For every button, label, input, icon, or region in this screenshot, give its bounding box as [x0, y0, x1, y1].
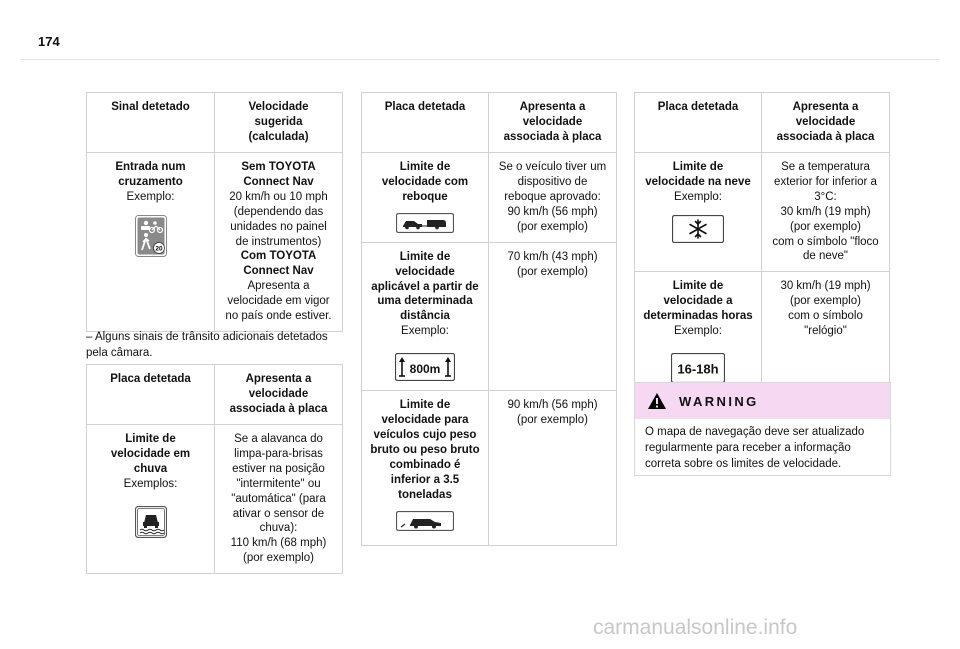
speed-limit-value: 20: [154, 245, 163, 253]
sign-cell: [362, 391, 489, 546]
column-header: Sinal detetado: [87, 93, 215, 153]
speed-cell: [215, 152, 343, 331]
warning-title: WARNING: [679, 393, 759, 409]
speed-cell: 70 km/h (43 mph) (por exemplo): [489, 242, 617, 391]
speed-cell: 30 km/h (19 mph) (por exemplo) com o símbolo "relógio": [762, 272, 890, 396]
warning-text: O mapa de navegação deve ser atualizado regularmente para receber a informação correta sobre os limites de velocidade.: [645, 426, 865, 471]
sign-example-label: Exemplo:: [674, 325, 722, 338]
column-header: Apresenta a velocidade associada à placa: [489, 93, 617, 153]
speed-line: 20 km/h ou 10 mph (dependendo das unidades no painel de instrumentos): [229, 190, 328, 248]
speed-line-bold: Sem TOYOTA Connect Nav: [241, 160, 316, 188]
column-header: Placa detetada: [87, 365, 215, 425]
table-row: [362, 152, 617, 242]
sign-cell: [362, 242, 489, 391]
watermark: carmanualsonline.info: [593, 616, 798, 639]
car-with-trailer-sign-icon: [396, 213, 454, 233]
warning-triangle-icon: [647, 392, 667, 410]
column-header: Apresenta a velocidade associada à placa: [215, 365, 343, 425]
warning-box: [634, 382, 891, 476]
distance-label: 800m: [409, 362, 441, 377]
car-in-rain-sign-icon: [135, 506, 167, 538]
column-header: Velocidade sugerida (calculada): [215, 93, 343, 153]
column-header: Apresenta a velocidade associada à placa: [762, 93, 890, 153]
speed-line: Apresenta a velocidade em vigor no país onde estiver.: [225, 280, 332, 323]
sign-example-label: Exemplos:: [123, 477, 178, 490]
sign-title: Entrada num cruzamento: [115, 160, 186, 188]
table-header-row: [362, 93, 617, 153]
table-header-row: [87, 93, 343, 153]
time-range-label: 16-18h: [677, 361, 719, 377]
table-row: [635, 272, 890, 396]
speed-cell: Se o veículo tiver um dispositivo de reboque aprovado: 90 km/h (56 mph) (por exemplo): [489, 152, 617, 242]
sign-title: Limite de velocidade para veículos cujo peso bruto ou peso bruto combinado é inferior a 3.5 toneladas: [370, 399, 480, 501]
sign-example-label: Exemplo:: [126, 190, 175, 203]
sign-title: Limite de velocidade em chuva: [110, 432, 191, 475]
speed-line-bold: Com TOYOTA Connect Nav: [240, 250, 317, 278]
detected-sign-table: [86, 92, 343, 332]
sign-cell: [635, 152, 762, 272]
sign-cell: [362, 152, 489, 242]
car-weight-sign-icon: [396, 511, 454, 531]
rain-sign-table: [86, 364, 343, 574]
sign-title: Limite de velocidade aplicável a partir de uma determinada distância: [371, 250, 479, 323]
table-header-row: [87, 365, 343, 425]
speed-cell: Se a alavanca do limpa-para-brisas estiver na posição "intermitente" ou "automática" (para ativar o sensor de chuva): 110 km/h (68 mph) (por exemplo): [215, 424, 343, 573]
additional-signs-note: – Alguns sinais de trânsito adicionais detetados pela câmara.: [86, 331, 328, 359]
table-header-row: [635, 93, 890, 153]
snow-time-sign-table: [634, 92, 890, 396]
column-header: Placa detetada: [635, 93, 762, 153]
table-row: [362, 391, 617, 546]
sign-title: Limite de velocidade a determinadas horas: [643, 280, 753, 323]
sign-cell: [635, 272, 762, 396]
speed-cell: 90 km/h (56 mph) (por exemplo): [489, 391, 617, 546]
distance-800m-sign-icon: [395, 353, 455, 381]
sign-title: Limite de velocidade na neve: [645, 160, 751, 188]
sign-example-label: Exemplo:: [401, 325, 449, 338]
trailer-distance-weight-sign-table: [361, 92, 617, 546]
table-row: [362, 242, 617, 391]
sign-title: Limite de velocidade com reboque: [381, 160, 469, 203]
time-range-sign-icon: [671, 353, 725, 383]
table-row: [635, 152, 890, 272]
intersection-speed-20-sign-icon: [135, 215, 167, 257]
warning-header: [635, 383, 890, 419]
snowflake-sign-icon: [672, 215, 724, 243]
sign-cell: [87, 424, 215, 573]
sign-cell: [87, 152, 215, 331]
sign-example-label: Exemplo:: [674, 190, 722, 203]
header-rule: [20, 59, 940, 60]
page-number: 174: [38, 34, 60, 49]
speed-cell: Se a temperatura exterior for inferior a 3°C: 30 km/h (19 mph) (por exemplo) com o símbolo "floco de neve": [762, 152, 890, 272]
table-row: [87, 424, 343, 573]
table-row: [87, 152, 343, 331]
column-header: Placa detetada: [362, 93, 489, 153]
